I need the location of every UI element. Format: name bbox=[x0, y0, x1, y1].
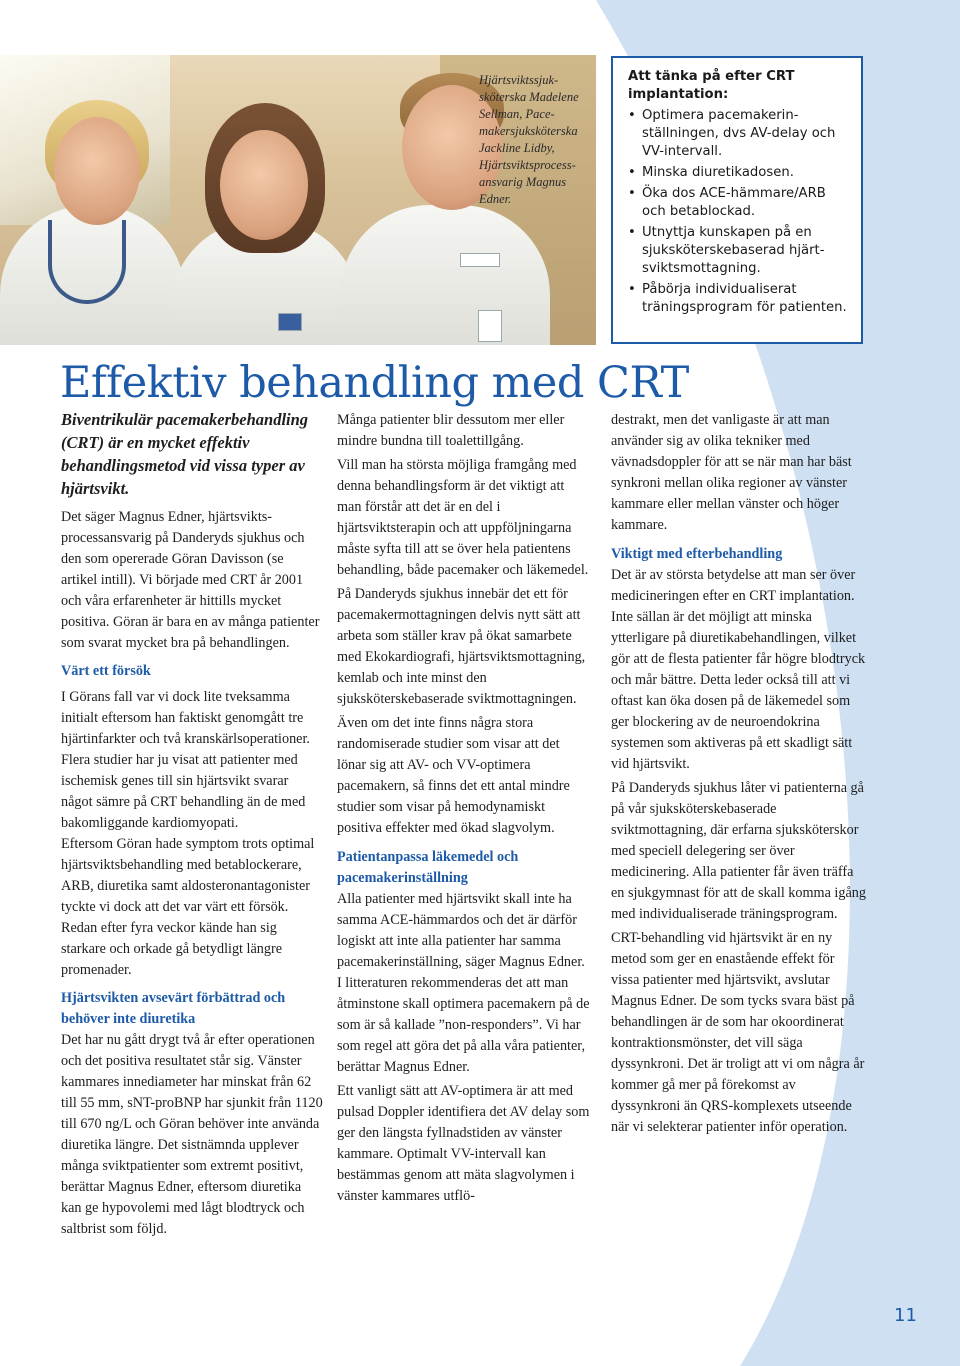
subheading: Hjärtsvikten avsevärt förbättrad och behöver inte diuretika bbox=[61, 990, 286, 1027]
subheading: Värt ett försök bbox=[61, 663, 151, 679]
paragraph: I Görans fall var vi dock lite tveksamma initialt eftersom han faktiskt genomgått tre hjärtinfarkter och två kranskärlsoperationer. Flera studier har ju visat att patienter med ischemisk genes till sin hjärtsvikt svarar något sämre på CRT behandling än de med bakomliggande kardiomyopati. bbox=[61, 689, 310, 831]
article-headline: Effektiv behandling med CRT bbox=[60, 358, 689, 408]
stethoscope-icon bbox=[48, 220, 126, 304]
list-item: • Minska diuretikadosen. bbox=[628, 164, 851, 182]
paragraph: Det är av största betydelse att man ser över medicineringen efter en CRT implantation. Inte sällan är det möjligt att minska ytterligare på diuretikabehandlingen, vilket gör att de flesta patienter får högre blodtryck och mår bättre. Detta leder också till att vi oftast kan öka dosen på de läkemedel som ger blockering av de neuroendokrina systemen som aktiveras på ett skadligt sätt vid hjärtsvikt. bbox=[611, 567, 866, 772]
photo-caption: Hjärtsviktssjuksköterska Madelene Sellman, Pacemakersjuksköterska Jackline Lidby, Hjärtsviktsprocessansvarig Magnus Edner. bbox=[479, 73, 579, 206]
paragraph: Det har nu gått drygt två år efter operationen och det positiva resultatet står sig. Vänster kammares innediameter har minskat från 62 till 55 mm, sNT-proBNP har sjunkit från 1120 till 670 ng/L och Göran behöver inte använda diuretika längre. Det sistnämnda upplever många sviktpatienter som extremt positivt, berättar Magnus Edner, eftersom diuretika kan ge hypovolemi med lågt blodtryck och saltbrist som följd. bbox=[61, 1032, 323, 1237]
paragraph: Många patienter blir dessutom mer eller mindre bundna till toalettillgång. bbox=[337, 412, 565, 449]
paragraph: På Danderyds sjukhus låter vi patienterna gå på vår sjuksköterskebaserade sviktmottagning, där erfarna sjuksköterskor med speciell delegering ser över medicinering. Alla patienter får även träffa en sjukgymnast för att de skall komma igång med individualiserade träningsprogram. bbox=[611, 780, 866, 922]
person-middle bbox=[160, 55, 360, 345]
paragraph: CRT-behandling vid hjärtsvikt är en ny metod som ger en enastående effekt för vissa patienter med hjärtsvikt, avslutar Magnus Edner. De som tycks svara bäst på behandlingen är de som har okoordinerat kontraktionsmönster, det vill säga dyssynkroni. Det är troligt att vi om några år kommer gå mer på förekomst av dyssynkroni än QRS-komplexets utseende när vi selekterar patienter inför operation. bbox=[611, 930, 865, 1135]
info-box bbox=[611, 56, 863, 344]
column-2 bbox=[337, 410, 592, 1207]
paragraph: Alla patienter med hjärtsvikt skall inte ha samma ACE-hämmardos och det är därför logiskt att inte alla patienter har samma pacemakerinställning, säger Magnus Edner. I litteraturen rekommenderas det att man åtminstone skall optimera pacemakern på de som är så kallade ”non-responders”. Vi har som regel att göra det på alla våra patienter, berättar Magnus Edner. bbox=[337, 891, 590, 1075]
paragraph: Eftersom Göran hade symptom trots optimal hjärtsviktsbehandling med betablockerare, ARB, diuretika samt aldosteronantagonister tyckte vi dock att det var värt ett försök. Redan efter fyra veckor kände han sig starkare och orkade gå betydligt längre promenader. bbox=[61, 836, 315, 978]
id-badge bbox=[278, 313, 302, 331]
article-lead: Biventrikulär pacemakerbehandling (CRT) är en mycket effektiv behandlingsmetod vid vissa typer av hjärtsvikt. bbox=[61, 410, 309, 498]
paragraph: Det säger Magnus Edner, hjärtsviktsprocessansvarig på Danderyds sjukhus och den som opererade Göran Davisson (se artikel intill). Vi började med CRT år 2001 och våra erfarenheter är hittills mycket positiva. Göran är bara en av många patienter som svarat mycket bra på behandlingen. bbox=[61, 509, 320, 651]
paragraph: destrakt, men det vanligaste är att man använder sig av olika tekniker med vävnadsdoppler för att se när man har bäst synkroni mellan olika regioner av vänster kammare eller mellan vänster och höger kammare. bbox=[611, 412, 852, 533]
column-1 bbox=[61, 408, 323, 1240]
page-number: 11 bbox=[894, 1305, 917, 1326]
subheading: Viktigt med efterbehandling bbox=[611, 546, 783, 562]
id-badge bbox=[478, 310, 502, 342]
paragraph: Vill man ha största möjliga framgång med denna behandlingsform är det viktigt att man förstår att det är en del i hjärtsviktsterapin och att uppföljningarna måste syfta till att se över hela patientens behandling, både pacemaker och läkemedel. bbox=[337, 457, 589, 578]
subheading: Patientanpassa läkemedel och pacemakerinställning bbox=[337, 849, 519, 886]
paragraph: Även om det inte finns några stora randomiserade studier som visar att det lönar sig att AV- och VV-optimera pacemakern, så finns det ett antal mindre studier som visar på hemodynamiskt positiva effekter med ökad slagvolym. bbox=[337, 715, 570, 836]
column-3 bbox=[611, 410, 866, 1138]
info-box-title: Att tänka på efter CRT implantation: bbox=[628, 69, 795, 102]
list-item: • Påbörja individualiserat träningsprogram för patienten. bbox=[628, 281, 851, 317]
info-box-list bbox=[628, 107, 851, 317]
paragraph: På Danderyds sjukhus innebär det ett för pacemakermottagningen delvis nytt sätt att arbeta som ställer krav på ökat samarbete med Ekokardiografi, hjärtsviktsmottagning, kemlab och inte minst den sjuksköterskebaserade sviktmottagningen. bbox=[337, 586, 586, 707]
name-tag bbox=[460, 253, 500, 267]
paragraph: Ett vanligt sätt att AV-optimera är att med pulsad Doppler identifiera det AV delay som ger den längsta fyllnadstiden av vänster kammare. Optimalt VV-intervall kan bestämmas genom att mäta slagvolymen i vänster kammares utflö- bbox=[337, 1083, 590, 1204]
list-item: • Optimera pacemakerinställningen, dvs AV-delay och VV-intervall. bbox=[628, 107, 851, 161]
list-item: • Öka dos ACE-hämmare/ARB och betablockad. bbox=[628, 185, 851, 221]
list-item: • Utnyttja kunskapen på en sjuksköterskebaserad hjärtsviktsmottagning. bbox=[628, 224, 851, 278]
